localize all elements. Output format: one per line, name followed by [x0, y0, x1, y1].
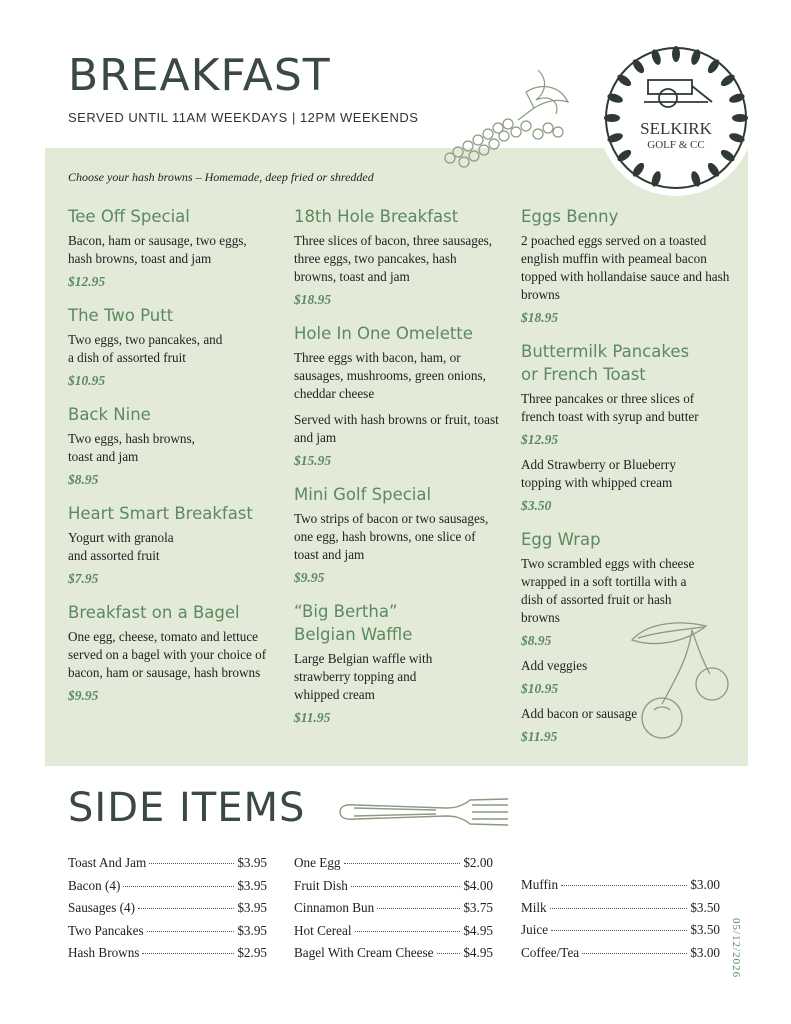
item-price: $8.95 — [521, 633, 552, 648]
leader-dots — [551, 930, 687, 931]
item-name: Eggs Benny — [521, 207, 619, 226]
item-name: Breakfast on a Bagel — [68, 603, 240, 622]
leader-dots — [561, 885, 687, 886]
menu-item — [68, 601, 273, 704]
item-name: “Big Bertha” Belgian Waffle — [294, 602, 413, 644]
item-description: 2 poached eggs served on a toasted english muffin with peameal bacon topped with hollandaise sauce and hash browns — [521, 233, 730, 302]
item-price: $10.95 — [68, 373, 106, 388]
item-addon-price: $3.50 — [521, 498, 552, 513]
menu-item — [521, 340, 731, 514]
leader-dots — [123, 886, 234, 887]
side-item-price: $3.00 — [690, 944, 720, 960]
menu-item — [294, 205, 499, 308]
side-item-row — [68, 878, 267, 901]
side-item-price: $2.95 — [237, 945, 267, 960]
item-price: $18.95 — [521, 310, 559, 325]
menu-item — [294, 483, 499, 586]
menu-item — [68, 502, 273, 587]
item-description-extra: Served with hash browns or fruit, toast and jam — [294, 412, 499, 445]
side-item-name: Sausages (4) — [68, 900, 136, 915]
side-item-price: $3.95 — [237, 855, 267, 870]
item-price: $8.95 — [68, 472, 99, 487]
side-item-row — [68, 923, 267, 946]
item-description: Large Belgian waffle with strawberry topping and whipped cream — [294, 651, 433, 702]
menu-item — [294, 322, 499, 469]
side-item-name: Hash Browns — [68, 945, 140, 960]
item-addon-price: $11.95 — [521, 729, 558, 744]
item-description: Two scrambled eggs with cheese wrapped in a soft tortilla with a dish of assorted fruit or hash browns — [521, 556, 695, 625]
item-description: Yogurt with granola and assorted fruit — [68, 530, 174, 563]
side-item-name: Bacon (4) — [68, 877, 121, 893]
item-price: $9.95 — [294, 570, 325, 585]
side-item-name: Bagel With Cream Cheese — [294, 945, 434, 960]
side-item-price: $3.95 — [237, 877, 267, 893]
item-price: $9.95 — [68, 688, 99, 703]
side-item-row — [294, 945, 493, 968]
side-item-price: $3.50 — [690, 922, 720, 937]
logo-name: SELKIRK — [640, 119, 712, 138]
side-item-row — [521, 900, 720, 923]
menu-column-2 — [294, 205, 499, 740]
side-item-name: Milk — [521, 899, 547, 915]
item-price: $15.95 — [294, 453, 332, 468]
side-item-price: $3.50 — [690, 899, 720, 915]
item-addon-description: Add Strawberry or Blueberry topping with whipped cream — [521, 457, 676, 490]
side-item-name: Hot Cereal — [294, 922, 352, 938]
leader-dots — [582, 953, 687, 954]
menu-item — [521, 205, 731, 326]
side-item-row — [521, 945, 720, 968]
side-item-row — [68, 945, 267, 968]
side-item-row — [68, 855, 267, 878]
item-price: $12.95 — [521, 432, 559, 447]
side-item-row — [294, 900, 493, 923]
menu-item — [294, 600, 499, 726]
item-name: Buttermilk Pancakes or French Toast — [521, 342, 690, 384]
page-subtitle: SERVED UNTIL 11AM WEEKDAYS | 12PM WEEKENDS — [68, 110, 419, 125]
menu-item — [68, 205, 273, 290]
item-description: Two eggs, hash browns, toast and jam — [68, 431, 195, 464]
leader-dots — [437, 953, 461, 954]
side-item-price: $4.95 — [463, 922, 493, 938]
grapes-illustration — [438, 62, 588, 172]
side-item-row — [294, 878, 493, 901]
item-addon-price: $10.95 — [521, 681, 559, 696]
side-item-price: $3.95 — [237, 922, 267, 938]
side-item-name: Two Pancakes — [68, 922, 144, 938]
item-description: Three pancakes or three slices of french toast with syrup and butter — [521, 391, 699, 424]
leader-dots — [377, 908, 460, 909]
item-price: $12.95 — [68, 274, 106, 289]
side-item-price: $3.95 — [237, 900, 267, 915]
side-items-column-2 — [294, 855, 493, 968]
item-name: The Two Putt — [68, 306, 174, 325]
item-description: Three slices of bacon, three sausages, three eggs, two pancakes, hash browns, toast and jam — [294, 233, 493, 284]
item-name: Heart Smart Breakfast — [68, 504, 253, 523]
item-description: Three eggs with bacon, ham, or sausages, mushrooms, green onions, cheddar cheese — [294, 350, 486, 401]
leader-dots — [351, 886, 460, 887]
leader-dots — [142, 953, 234, 954]
side-item-price: $4.95 — [463, 945, 493, 960]
side-item-price: $3.00 — [690, 877, 720, 892]
leader-dots — [344, 863, 461, 864]
item-price: $7.95 — [68, 571, 99, 586]
leader-dots — [147, 931, 235, 932]
item-price: $11.95 — [294, 710, 331, 725]
leader-dots — [149, 863, 234, 864]
item-name: Hole In One Omelette — [294, 324, 473, 343]
item-name: Mini Golf Special — [294, 485, 432, 504]
fork-icon — [336, 794, 512, 830]
item-name: Back Nine — [68, 405, 151, 424]
logo-subname: GOLF & CC — [647, 139, 705, 151]
side-item-name: Juice — [521, 922, 549, 937]
item-description: Two strips of bacon or two sausages, one egg, hash browns, one slice of toast and jam — [294, 511, 489, 562]
side-item-row — [294, 923, 493, 946]
side-items-column-3 — [521, 877, 720, 967]
side-item-price: $4.00 — [463, 877, 493, 893]
item-description: One egg, cheese, tomato and lettuce served on a bagel with your choice of bacon, ham or sausage, hash browns — [68, 629, 267, 680]
menu-item — [68, 403, 273, 488]
item-price: $18.95 — [294, 292, 332, 307]
page-title: BREAKFAST — [68, 50, 331, 101]
item-description: Bacon, ham or sausage, two eggs, hash browns, toast and jam — [68, 233, 247, 266]
cherries-illustration — [628, 618, 740, 746]
side-item-name: One Egg — [294, 855, 341, 870]
menu-date: 05/12/2026 — [730, 918, 742, 979]
item-name: 18th Hole Breakfast — [294, 207, 459, 226]
side-item-price: $2.00 — [463, 855, 493, 870]
side-items-title: SIDE ITEMS — [68, 785, 306, 831]
leader-dots — [138, 908, 234, 909]
item-addon-description: Add veggies — [521, 658, 588, 673]
side-items-column-1 — [68, 855, 267, 968]
leader-dots — [550, 908, 688, 909]
hash-browns-note: Choose your hash browns – Homemade, deep fried or shredded — [68, 170, 374, 184]
side-item-name: Coffee/Tea — [521, 944, 580, 960]
side-item-name: Toast And Jam — [68, 855, 147, 870]
side-item-row — [521, 877, 720, 900]
item-name: Egg Wrap — [521, 530, 601, 549]
side-item-row — [294, 855, 493, 878]
side-item-name: Fruit Dish — [294, 877, 348, 893]
selkirk-logo — [598, 40, 754, 196]
item-description: Two eggs, two pancakes, and a dish of assorted fruit — [68, 332, 223, 365]
side-item-price: $3.75 — [463, 900, 493, 915]
menu-column-1 — [68, 205, 273, 718]
side-item-name: Muffin — [521, 877, 559, 892]
side-item-row — [521, 922, 720, 945]
side-item-row — [68, 900, 267, 923]
menu-item — [68, 304, 273, 389]
leader-dots — [355, 931, 461, 932]
item-name: Tee Off Special — [68, 207, 190, 226]
item-addon-description: Add bacon or sausage — [521, 706, 638, 721]
side-item-name: Cinnamon Bun — [294, 900, 375, 915]
